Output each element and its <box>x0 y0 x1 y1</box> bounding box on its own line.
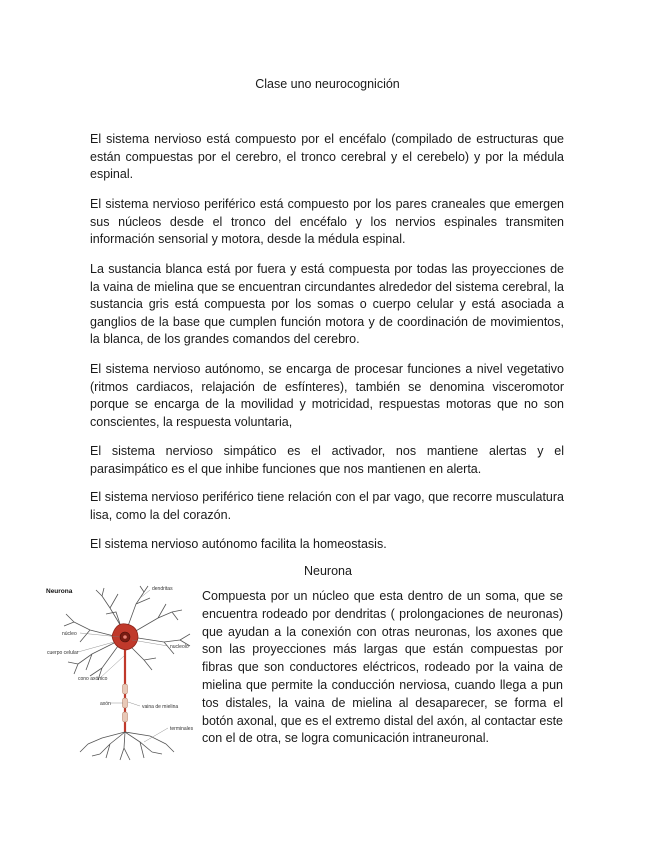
neuron-illustration <box>40 584 198 762</box>
document-title: Clase uno neurocognición <box>255 77 400 91</box>
paragraph-3: La sustancia blanca está por fuera y está compuesta por todas las proyecciones de la vaina de mielina que se encuentran circundantes alrededor del sistema cerebral, la sustancia gris está compuesta por los somas o cuerpo celular y está asociada a ganglios de la base que cumplen función motora y de coordinación de movimientos, la blanca, de los grandes comandos del cerebro. <box>90 262 564 346</box>
nucleolus <box>123 635 127 639</box>
label-nucleo: núcleo <box>62 631 77 637</box>
axon-terminals <box>80 732 174 760</box>
label-axon: axón <box>100 701 111 707</box>
paragraph-2: El sistema nervioso periférico está compuesto por los pares craneales que emergen sus núcleos desde el tronco del encéfalo y los nervios espinales transmiten información sensorial y motora, desde la médula espinal. <box>90 197 564 246</box>
label-dendritas: dendritas <box>152 586 173 592</box>
paragraph-4: El sistema nervioso autónomo, se encarga de procesar funciones a nivel vegetativo (ritmos cardiacos, relajación de esfínteres), también se denomina visceromotor porque se encarga de la movilidad y motricidad, respuestas motoras que no son conscientes, la respuesta voluntaria, <box>90 362 564 429</box>
section-title-neurona: Neurona <box>304 564 352 578</box>
myelin-sheath <box>123 684 128 722</box>
label-cuerpo-celular: cuerpo celular <box>47 650 79 656</box>
paragraph-1: El sistema nervioso está compuesto por el encéfalo (compilado de estructuras que están compuestas por el cerebro, el tronco cerebral y el cerebelo) y por la médula espinal. <box>90 132 564 181</box>
neuron-paragraph: Compuesta por un núcleo que esta dentro de un soma, que se encuentra rodeado por dendritas ( prolongaciones de neuronas) que ayudan a la conexión con otras neuronas, los axones que son las proyecciones más largas que están compuestas por fibras que son conductores eléctricos, rodeado por la vaina de mielina que permite la conducción nerviosa, cuando llega a pun tos distales, la vaina de mielina al desaparecer, se forma el botón axonal, que es el extremo distal del axón, al contactar este con el de otra, se logra comunicación intraneuronal. <box>202 589 563 746</box>
label-nucleolo: nucleolo <box>170 644 189 650</box>
figure-title: Neurona <box>46 588 73 595</box>
label-terminales: terminales <box>170 726 194 732</box>
label-cono-axonico: cono axónico <box>78 676 108 682</box>
paragraph-5: El sistema nervioso simpático es el activador, nos mantiene alertas y el parasimpático es el que inhibe funciones que nos mantienen en alerta. <box>90 444 564 476</box>
paragraph-7: El sistema nervioso autónomo facilita la homeostasis. <box>90 537 387 551</box>
label-vaina-de-mielina: vaina de mielina <box>142 704 179 710</box>
neuron-figure <box>40 584 198 762</box>
paragraph-6: El sistema nervioso periférico tiene relación con el par vago, que recorre musculatura lisa, como la del corazón. <box>90 490 564 522</box>
